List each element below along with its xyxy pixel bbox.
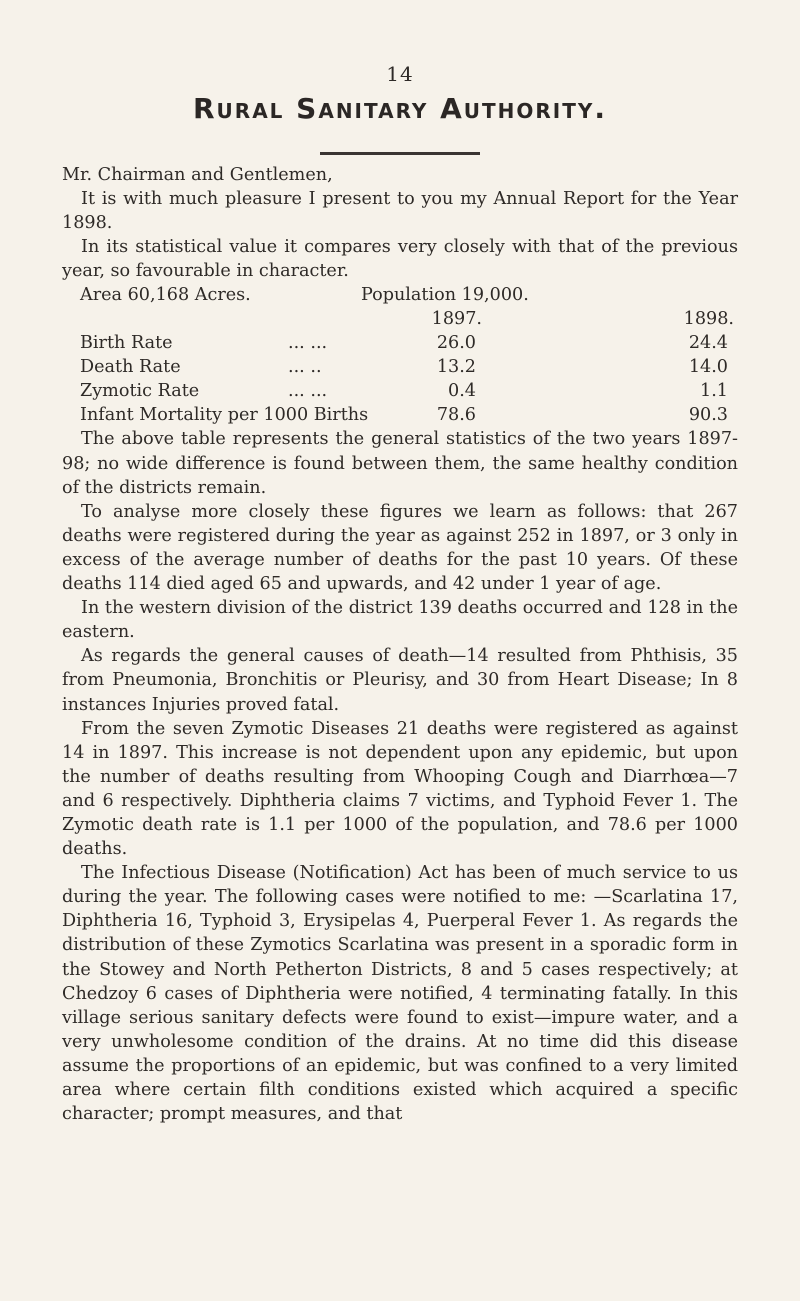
salutation: Mr. Chairman and Gentlemen, (62, 165, 333, 185)
heading-divider (320, 152, 480, 155)
zymotic-rate-1898: 1.1 (700, 381, 728, 402)
paragraph-causes-of-death: As regards the general causes of death—14 resulted from Phthisis, 35 from Pneumonia, Bronchitis or Pleurisy, and 30 from Heart Disease; In 8 instances Injuries proved fatal. (62, 646, 738, 715)
population-label: Population 19,000. (361, 285, 529, 306)
infant-mortality-1897: 78.6 (436, 405, 476, 426)
zymotic-rate-label: Zymotic Rate (80, 381, 200, 402)
statistical-value-paragraph: In its statistical value it compares very closely with that of the previous year, so favourable in character. (62, 237, 738, 282)
year-1897-header: 1897. (431, 309, 482, 330)
page-heading: Rural Sanitary Authority. (193, 92, 607, 125)
paragraph-divisions: In the western division of the district 139 deaths occurred and 128 in the eastern. (62, 598, 738, 643)
death-rate-label: Death Rate (80, 357, 181, 378)
death-rate-1898: 14.0 (688, 357, 728, 378)
infant-mortality-label: Infant Mortality per 1000 Births (80, 405, 369, 426)
paragraph-general-statistics: The above table represents the general statistics of the two years 1897-98; no wide difference is found between them, the same healthy condition of the districts remain. (62, 429, 738, 498)
birth-rate-label: Birth Rate (80, 333, 173, 354)
death-rate-leader: ... .. (288, 357, 322, 378)
zymotic-rate-1897: 0.4 (448, 381, 476, 402)
report-body (62, 163, 738, 1126)
year-1898-header: 1898. (683, 309, 734, 330)
paragraph-deaths-analysis: To analyse more closely these figures we learn as follows: that 267 deaths were registered during the year as against 252 in 1897, or 3 only in excess of the average number of deaths for the past 10 years. Of these deaths 114 died aged 65 and upwards, and 42 under 1 year of age. (62, 501, 738, 595)
paragraph-notification-act: The Infectious Disease (Notification) Act has been of much service to us during the year. The following cases were notified to me: —Scarlatina 17, Diphtheria 16, Typhoid 3, Erysipelas 4, Puerperal Fever 1. As regards the distribution of these Zymotics Scarlatina was present in a sporadic form in the Stowey and North Petherton Districts, 8 and 5 cases respectively; at Chedzoy 6 cases of Diphtheria were notified, 4 terminating fatally. In this village serious sanitary defects were found to exist—impure water, and a very unwholesome condition of the drains. At no time did this disease assume the proportions of an epidemic, but was confined to a very limited area where certain filth conditions existed which acquired a specific character; prompt measures, and that (62, 863, 738, 1125)
birth-rate-1897: 26.0 (436, 333, 476, 354)
statistics-table (62, 283, 738, 427)
page-number: 14 (386, 62, 414, 86)
area-label: Area 60,168 Acres. (80, 285, 251, 306)
death-rate-1897: 13.2 (436, 357, 476, 378)
paragraph-zymotic-diseases: From the seven Zymotic Diseases 21 deaths were registered as against 14 in 1897. This increase is not dependent upon any epidemic, but upon the number of deaths resulting from Whooping Cough and Diarrhœa—7 and 6 respectively. Diphtheria claims 7 victims, and Typhoid Fever 1. The Zymotic death rate is 1.1 per 1000 of the population, and 78.6 per 1000 deaths. (62, 718, 738, 860)
intro-paragraph: It is with much pleasure I present to you my Annual Report for the Year 1898. (62, 189, 738, 234)
zymotic-rate-leader: ... ... (288, 381, 328, 402)
infant-mortality-1898: 90.3 (688, 405, 728, 426)
birth-rate-1898: 24.4 (688, 333, 728, 354)
birth-rate-leader: ... ... (288, 333, 328, 354)
